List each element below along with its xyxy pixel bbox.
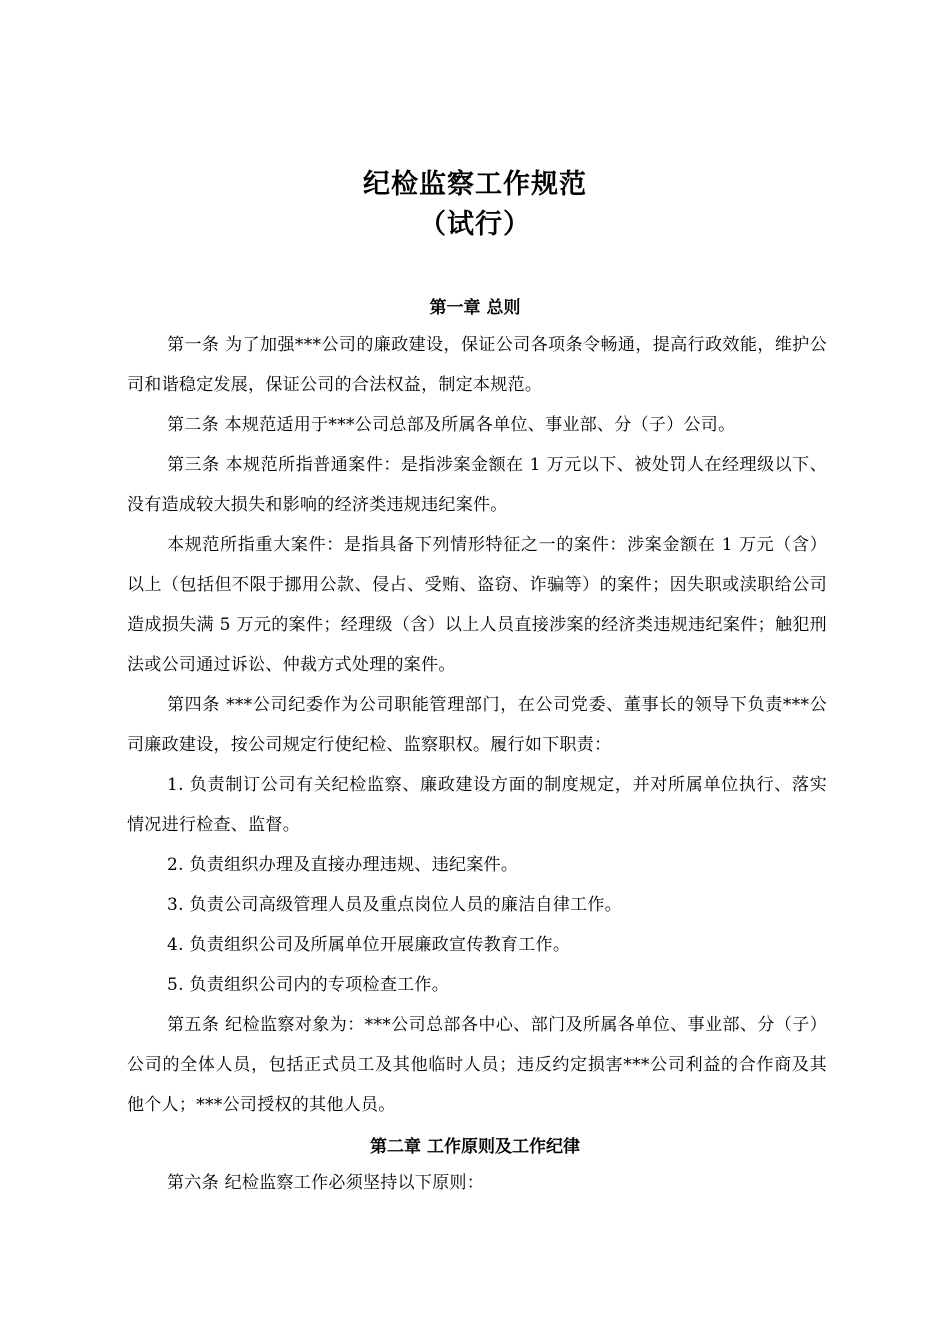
chapter-1-heading: 第一章 总则: [429, 298, 521, 318]
duty-item-3: 3. 负责公司高级管理人员及重点岗位人员的廉洁自律工作。: [167, 895, 623, 915]
article-2: 第二条 本规范适用于***公司总部及所属各单位、事业部、分（子）公司。: [167, 415, 736, 435]
article-3: 第三条 本规范所指普通案件：是指涉案金额在 1 万元以下、被处罚人在经理级以下、没有造成较大损失和影响的经济类违规违纪案件。: [127, 455, 827, 515]
article-6: 第六条 纪检监察工作必须坚持以下原则：: [167, 1173, 485, 1193]
duty-item-1: 1. 负责制订公司有关纪检监察、廉政建设方面的制度规定，并对所属单位执行、落实情况进行检查、监督。: [127, 775, 827, 835]
duty-item-4: 4. 负责组织公司及所属单位开展廉政宣传教育工作。: [167, 935, 571, 955]
document-subtitle: （试行）: [419, 209, 531, 240]
document-title: 纪检监察工作规范: [363, 169, 587, 200]
chapter-2-heading: 第二章 工作原则及工作纪律: [370, 1137, 580, 1157]
duty-item-2: 2. 负责组织办理及直接办理违规、违纪案件。: [167, 855, 519, 875]
article-4: 第四条 ***公司纪委作为公司职能管理部门，在公司党委、董事长的领导下负责***公司廉政建设，按公司规定行使纪检、监察职权。履行如下职责：: [127, 695, 827, 755]
duty-item-5: 5. 负责组织公司内的专项检查工作。: [167, 975, 450, 995]
article-5: 第五条 纪检监察对象为：***公司总部各中心、部门及所属各单位、事业部、分（子）公司的全体人员，包括正式员工及其他临时人员；违反约定损害***公司利益的合作商及其他个人；***公司授权的其他人员。: [127, 1015, 827, 1115]
article-1: 第一条 为了加强***公司的廉政建设，保证公司各项条令畅通，提高行政效能，维护公司和谐稳定发展，保证公司的合法权益，制定本规范。: [127, 335, 827, 395]
article-3-major-cases: 本规范所指重大案件：是指具备下列情形特征之一的案件：涉案金额在 1 万元（含）以上（包括但不限于挪用公款、侵占、受贿、盗窃、诈骗等）的案件；因失职或渎职给公司造成损失满 5 万元的案件；经理级（含）以上人员直接涉案的经济类违规违纪案件；触犯刑法或公司通过诉讼、仲裁方式处理的案件。: [127, 535, 827, 675]
